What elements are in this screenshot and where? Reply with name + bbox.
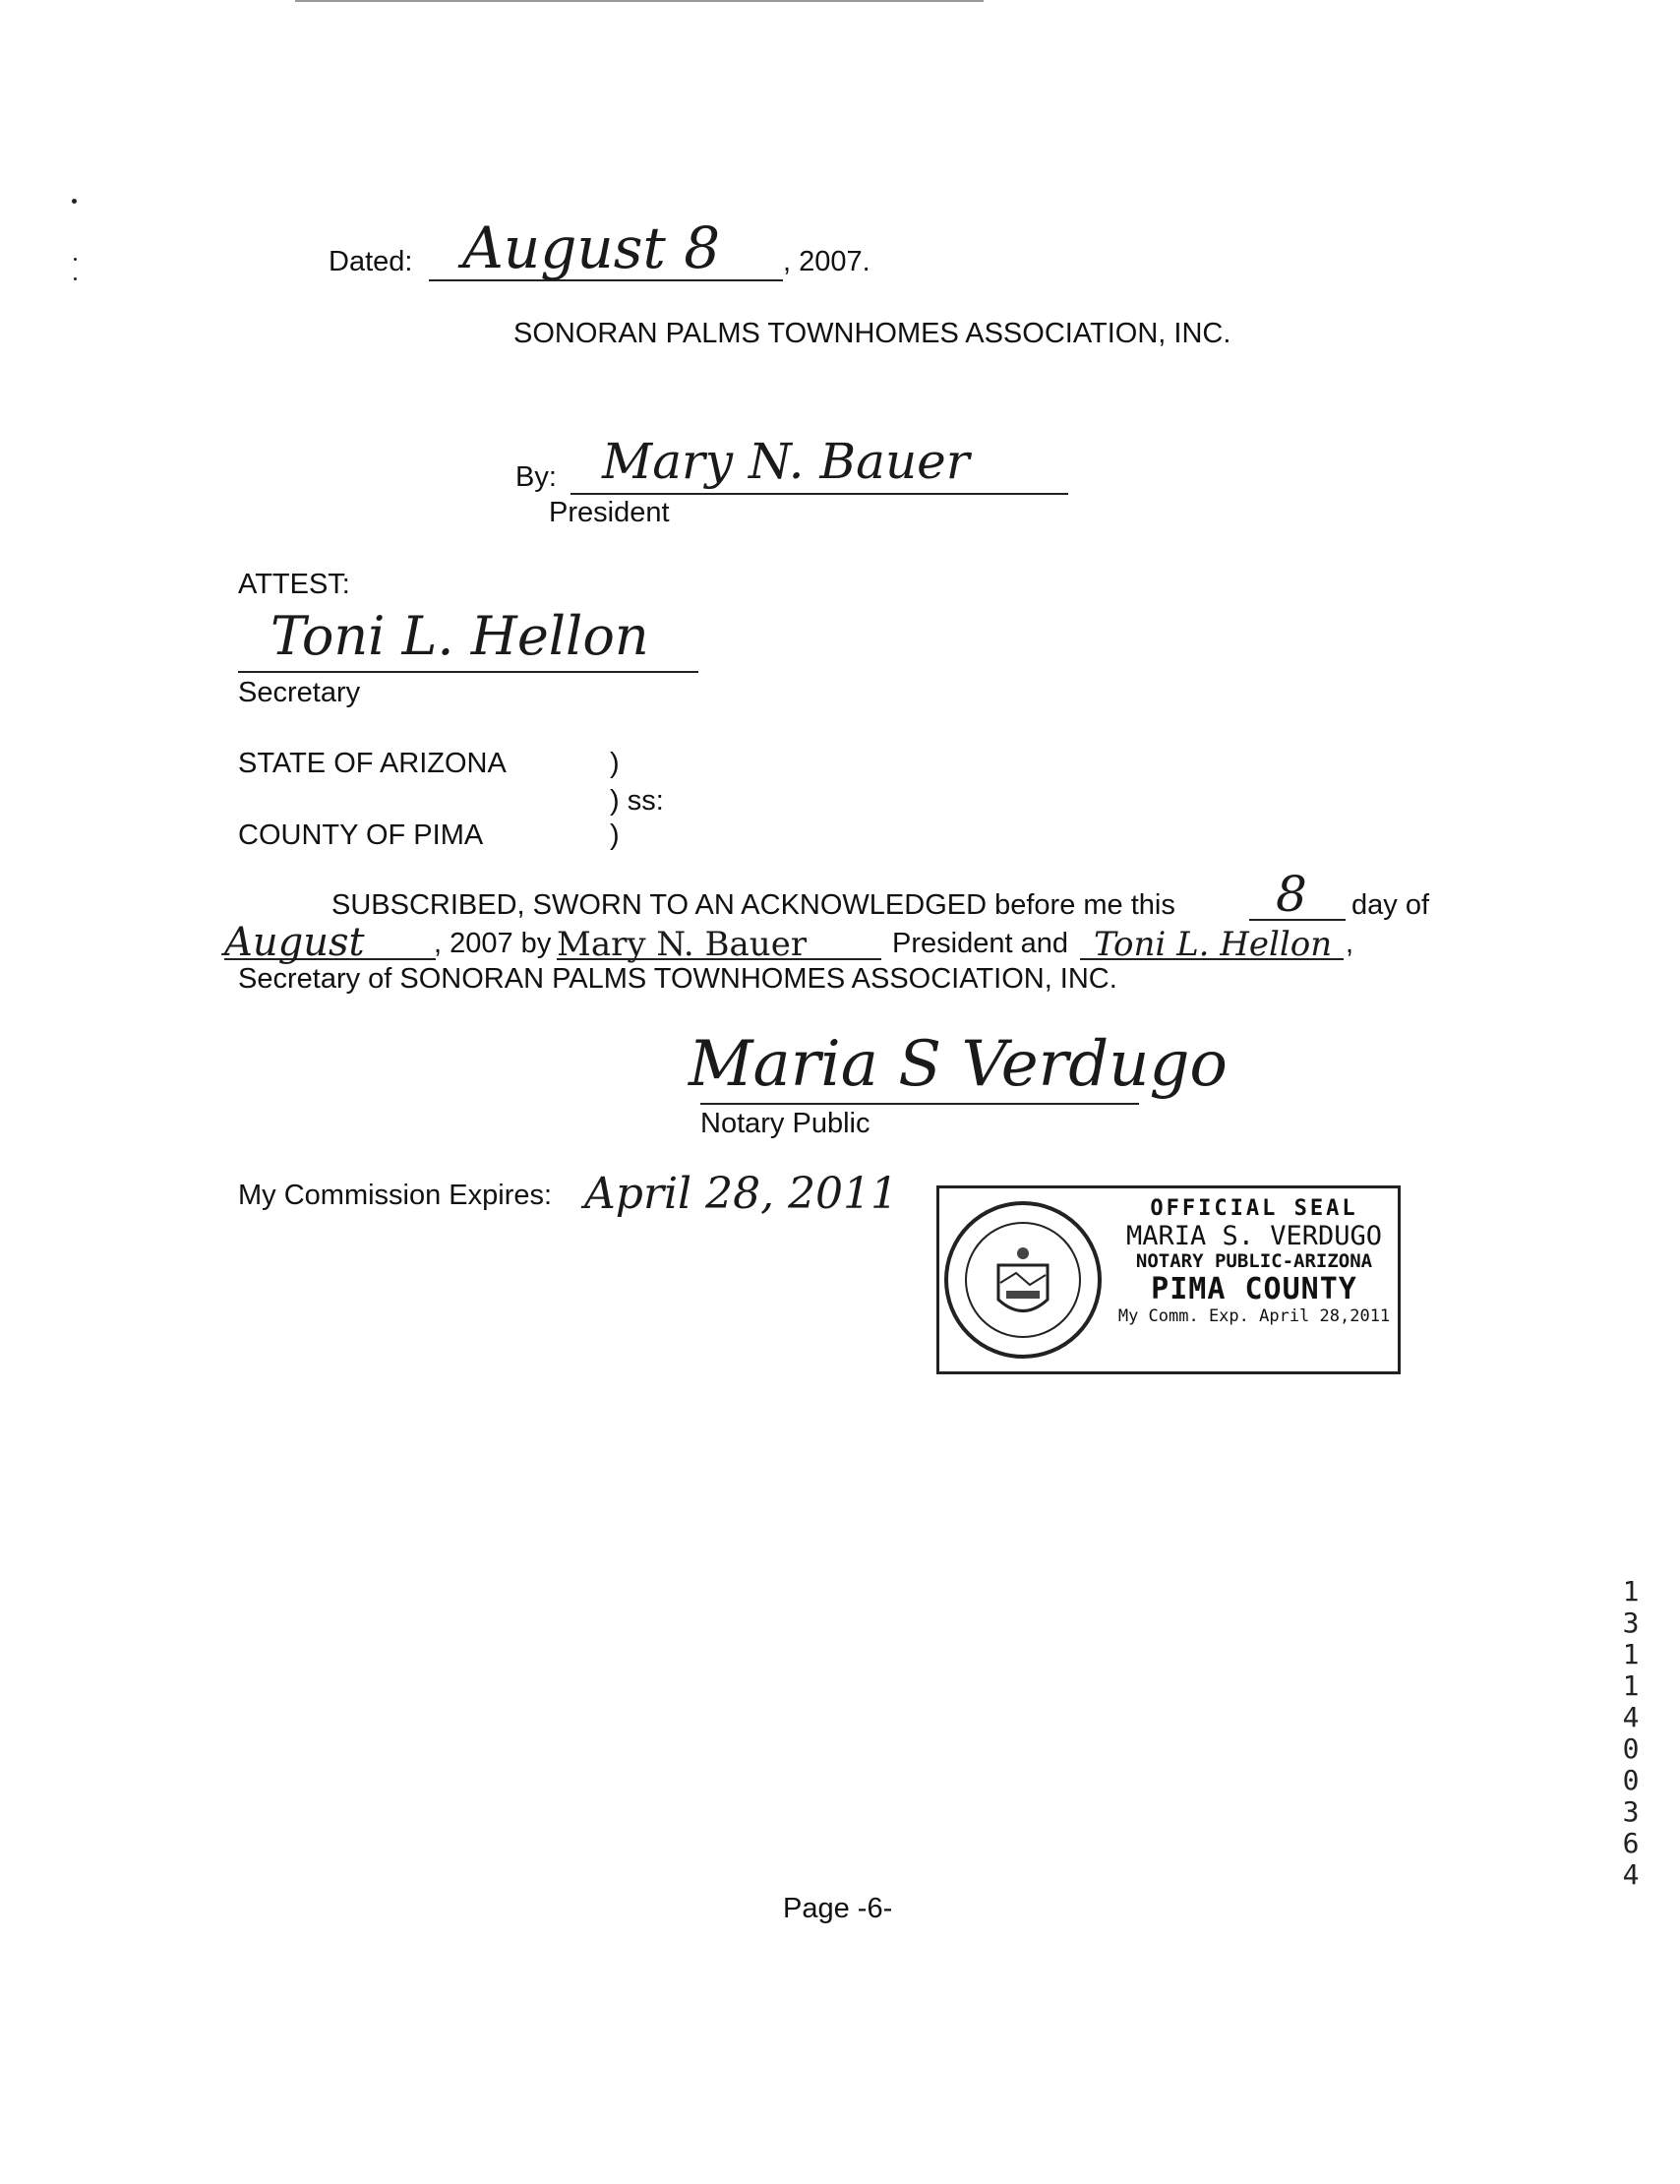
ack-day-handwritten: 8 <box>1276 866 1307 923</box>
ack-line1-prefix: SUBSCRIBED, SWORN TO AN ACKNOWLEDGED before me this <box>331 889 1175 921</box>
ack-comma: , <box>1346 928 1354 959</box>
secretary-signature-line <box>238 671 698 673</box>
scan-speck <box>74 277 77 280</box>
ack-secretary-handwritten: Toni L. Hellon <box>1094 925 1333 964</box>
dated-year: , 2007. <box>783 246 870 277</box>
ack-line1-suffix: day of <box>1351 889 1429 921</box>
county-line: COUNTY OF PIMA <box>238 819 484 851</box>
recording-digit: 1 <box>1622 1575 1640 1608</box>
scan-top-edge <box>295 0 984 2</box>
venue-ss: ) ss: <box>610 785 664 817</box>
commission-date-handwritten: April 28, 2011 <box>584 1169 899 1219</box>
seal-title: NOTARY PUBLIC-ARIZONA <box>1135 1250 1373 1273</box>
association-heading: SONORAN PALMS TOWNHOMES ASSOCIATION, INC. <box>513 318 1231 349</box>
notary-signature: Maria S Verdugo <box>689 1028 1228 1101</box>
recording-digit: 4 <box>1622 1858 1640 1891</box>
seal-expiration: My Comm. Exp. April 28,2011 <box>1117 1305 1391 1326</box>
secretary-title: Secretary <box>238 677 361 708</box>
commission-label: My Commission Expires: <box>238 1180 553 1211</box>
seal-county: PIMA COUNTY <box>1151 1272 1357 1307</box>
recording-digit: 6 <box>1622 1827 1640 1859</box>
scan-speck <box>74 258 77 261</box>
by-label: By: <box>515 461 557 493</box>
ack-month-handwritten: August <box>224 920 365 965</box>
recording-digit: 1 <box>1622 1638 1640 1670</box>
arizona-state-seal-emblem <box>939 1196 1107 1364</box>
recording-digit: 4 <box>1622 1701 1640 1733</box>
recording-digit: 3 <box>1622 1607 1640 1639</box>
president-signature-line <box>570 493 1068 495</box>
dated-label: Dated: <box>329 246 413 277</box>
seal-name: MARIA S. VERDUGO <box>1125 1221 1383 1252</box>
venue-paren-3: ) <box>610 819 620 851</box>
recording-digit: 0 <box>1622 1764 1640 1796</box>
state-line: STATE OF ARIZONA <box>238 748 507 779</box>
ack-line2-mid: President and <box>892 928 1068 959</box>
president-title: President <box>549 497 670 528</box>
scan-speck <box>72 199 77 204</box>
recording-digit: 3 <box>1622 1795 1640 1828</box>
page-number: Page -6- <box>783 1893 893 1924</box>
president-signature: Mary N. Bauer <box>602 433 970 490</box>
recording-digit: 1 <box>1622 1669 1640 1702</box>
attest-label: ATTEST: <box>238 569 350 600</box>
ack-line2-year: , 2007 by <box>434 928 552 959</box>
recording-number-vertical <box>1618 1576 1644 1891</box>
ack-president-handwritten: Mary N. Bauer <box>557 925 808 964</box>
seal-heading: OFFICIAL SEAL <box>1150 1196 1358 1221</box>
venue-paren-1: ) <box>610 748 620 779</box>
secretary-signature: Toni L. Hellon <box>270 605 649 667</box>
recording-digit: 0 <box>1622 1732 1640 1765</box>
ack-line3: Secretary of SONORAN PALMS TOWNHOMES ASSOCIATION, INC. <box>238 963 1117 995</box>
dated-handwritten-date: August 8 <box>462 214 721 281</box>
notary-title: Notary Public <box>700 1108 870 1139</box>
notary-signature-line <box>700 1103 1139 1105</box>
official-seal-stamp <box>936 1185 1401 1374</box>
